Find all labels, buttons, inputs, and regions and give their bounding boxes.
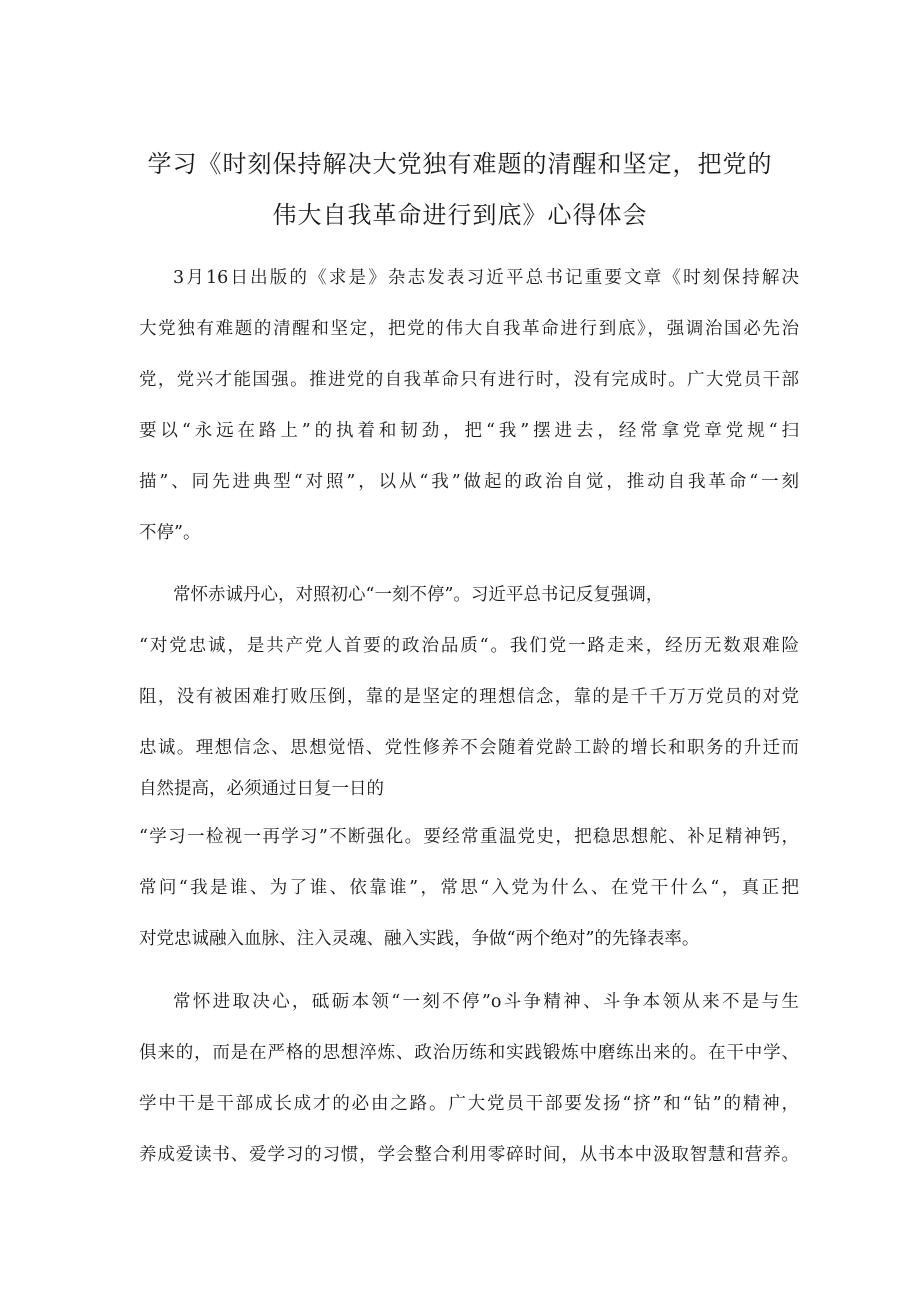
paragraph-line: 阻，没有被困难打败压倒，靠的是坚定的理想信念，靠的是千千万万党员的对党 xyxy=(139,687,799,707)
paragraph-line: 3月16日出版的《求是》杂志发表习近平总书记重要文章《时刻保持解决 xyxy=(173,268,799,288)
paragraph-line: 大党独有难题的清醒和坚定，把党的伟大自我革命进行到底》，强调治国必先治 xyxy=(139,319,799,339)
paragraph-line: 常怀赤诚丹心，对照初心“一刻不停”。习近平总书记反复强调， xyxy=(173,585,664,605)
paragraph-line: “对党忠诚，是共产党人首要的政治品质“。我们党一路走来，经历无数艰难险 xyxy=(139,636,799,656)
document-title-line-1: 学习《时刻保持解决大党独有难题的清醒和坚定，把党的 xyxy=(147,150,773,178)
document-title-line-2: 伟大自我革命进行到底》心得体会 xyxy=(272,201,648,229)
paragraph-line: “学习一检视一再学习”不断强化。要经常重温党史，把稳思想舵、补足精神钙， xyxy=(139,827,799,847)
paragraph-line: 对党忠诚融入血脉、注入灵魂、融入实践，争做“两个绝对”的先锋表率。 xyxy=(139,929,700,949)
paragraph-line: 养成爱读书、爱学习的习惯，学会整合利用零碎时间，从书本中汲取智慧和营养。 xyxy=(139,1145,799,1165)
paragraph-line: 忠诚。理想信念、思想觉悟、党性修养不会随着党龄工龄的增长和职务的升迁而 xyxy=(139,738,799,758)
paragraph-line: 常怀进取决心，砥砺本领“一刻不停”o斗争精神、斗争本领从来不是与生 xyxy=(173,992,799,1012)
paragraph-line: 自然提高，必须通过日复一日的 xyxy=(139,779,384,799)
paragraph-line: 学中干是干部成长成才的必由之路。广大党员干部要发扬“挤”和“钻”的精神， xyxy=(139,1094,799,1114)
paragraph-line: 党，党兴才能国强。推进党的自我革命只有进行时，没有完成时。广大党员干部 xyxy=(139,370,799,390)
paragraph-line: 要以“永远在路上”的执着和韧劲，把“我”摆进去，经常拿党章党规“扫 xyxy=(139,421,799,441)
paragraph-line: 描”、同先进典型“对照”，以从“我”做起的政治自觉，推动自我革命“一刻 xyxy=(139,472,799,492)
paragraph-line: 常问“我是谁、为了谁、依靠谁”，常思“入党为什么、在党干什么“，真正把 xyxy=(139,878,799,898)
paragraph-line: 俱来的，而是在严格的思想淬炼、政治历练和实践锻炼中磨练出来的。在干中学、 xyxy=(139,1043,799,1063)
paragraph-line: 不停”。 xyxy=(139,523,201,543)
